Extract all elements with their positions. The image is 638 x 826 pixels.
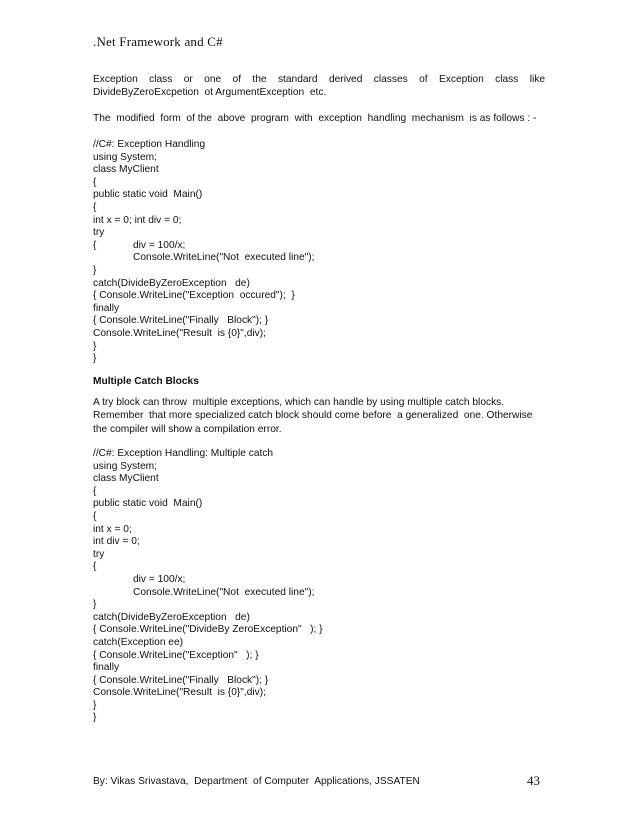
code-line: catch(DivideByZeroException de)	[93, 611, 250, 623]
section-heading: Multiple Catch Blocks	[93, 376, 199, 387]
code-line: Console.WriteLine("Result is {0}",div);	[93, 687, 266, 699]
code-line: }	[93, 599, 97, 611]
code-line: using System;	[93, 151, 157, 163]
code-line: public static void Main()	[93, 189, 203, 201]
code-line: Console.WriteLine("Not executed line");	[133, 586, 315, 598]
modified-form-paragraph	[93, 113, 545, 126]
section-paragraph	[93, 397, 545, 437]
code-line: using System;	[93, 460, 157, 472]
page-number: 43	[527, 773, 540, 788]
code-line: try	[93, 227, 105, 239]
code-brace: {	[93, 239, 97, 251]
code-block-1	[93, 139, 545, 366]
code-line: {	[93, 561, 97, 573]
code-line: Console.WriteLine("Not executed line");	[133, 252, 315, 264]
code-line: class MyClient	[93, 164, 159, 176]
code-line: { Console.WriteLine("Finally Block"); }	[93, 315, 269, 327]
code-line: int x = 0;	[93, 523, 132, 535]
code-block-2	[93, 448, 545, 725]
section-line-3: the compiler will show a compilation error.	[93, 424, 282, 436]
section-line-1: A try block can throw multiple exceptions, which can handle by using multiple catch blocks.	[93, 397, 505, 408]
code-line: {	[93, 201, 97, 213]
code-line: finally	[93, 662, 120, 674]
code-line: }	[93, 264, 97, 276]
code-line: }	[93, 340, 97, 352]
code-line: { Console.WriteLine("Exception occured"); }	[93, 290, 295, 302]
code-line: div = 100/x;	[133, 573, 186, 585]
intro-line-2: DivideByZeroExcpetion ot ArgumentException etc.	[93, 86, 327, 98]
code-line: catch(Exception ee)	[93, 636, 184, 648]
code-line: {	[93, 176, 97, 188]
code-line: try	[93, 548, 105, 560]
page-header-title: .Net Framework and C#	[93, 34, 223, 49]
code-line: class MyClient	[93, 473, 159, 485]
intro-line-1: Exception class or one of the standard derived classes of Exception class like	[93, 74, 545, 85]
code-text: div = 100/x;	[133, 239, 186, 251]
code-line: //C#: Exception Handling	[93, 139, 206, 150]
section-heading-block	[93, 376, 545, 389]
code-line: }	[93, 699, 97, 711]
code-line: { Console.WriteLine("Exception" ); }	[93, 649, 259, 661]
code-line: { Console.WriteLine("Finally Block"); }	[93, 674, 269, 686]
code-line: //C#: Exception Handling: Multiple catch	[93, 448, 274, 459]
code-line: int x = 0; int div = 0;	[93, 214, 182, 226]
code-line: int div = 0;	[93, 536, 140, 548]
code-line: finally	[93, 302, 120, 314]
modified-form-text: The modified form of the above program with exception handling mechanism is as follows : -	[93, 113, 537, 124]
code-line	[93, 240, 545, 253]
code-line: }	[93, 712, 97, 724]
code-line: {	[93, 510, 97, 522]
code-line: catch(DivideByZeroException de)	[93, 277, 250, 289]
intro-paragraph	[93, 74, 545, 99]
code-line: { Console.WriteLine("DivideBy ZeroException" ); }	[93, 624, 323, 636]
code-line: {	[93, 485, 97, 497]
footer-author: By: Vikas Srivastava, Department of Computer Applications, JSSATEN	[93, 776, 420, 787]
code-line: Console.WriteLine("Result is {0}",div);	[93, 327, 266, 339]
code-line: }	[93, 353, 97, 365]
section-line-2: Remember that more specialized catch block should come before a generalized one. Otherwise	[93, 409, 533, 421]
code-line: public static void Main()	[93, 498, 203, 510]
